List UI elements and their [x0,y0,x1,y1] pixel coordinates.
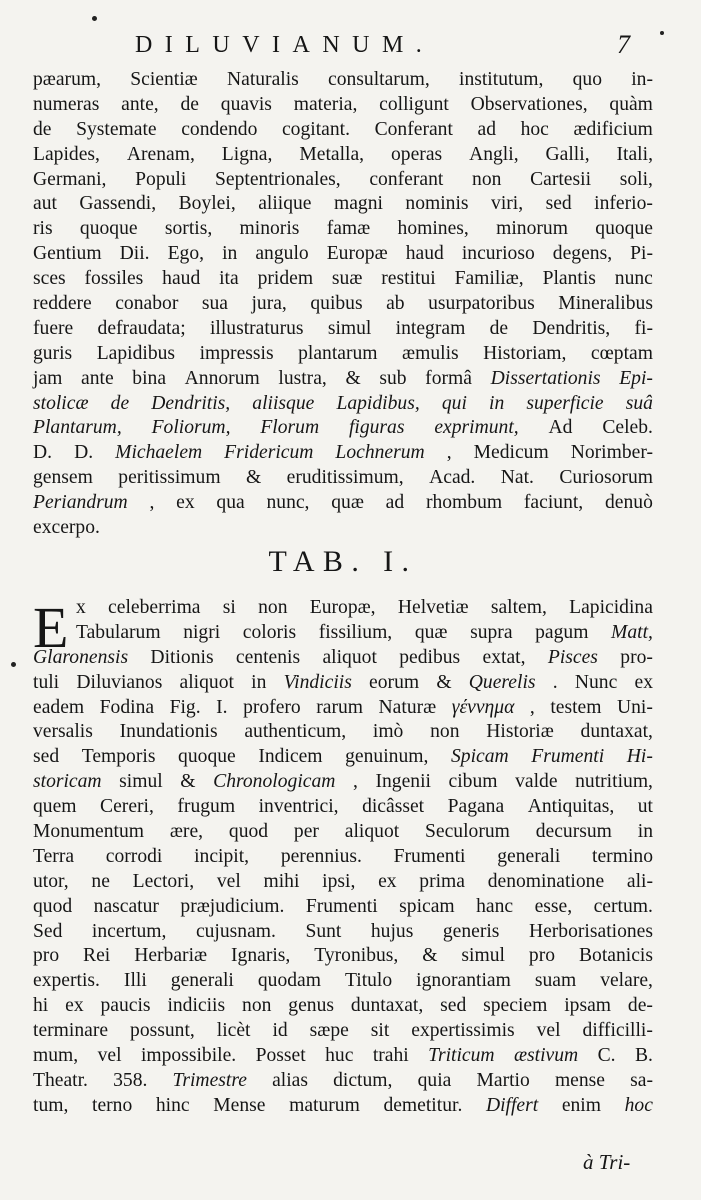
text-line: sces fossiles haud ita pridem suæ restitui Familiæ, Plantis nunc [33,268,653,290]
section-title: TAB. I. [268,544,418,578]
text-line: fuere defraudata; illustraturus simul integram de Dendritis, fi- [33,317,653,339]
text-line: hi ex paucis indiciis non genus duntaxat, sed speciem ipsam de- [33,995,653,1017]
text-line: excerpo. [33,517,100,539]
ink-speck [11,662,16,667]
text-line: tuli Diluvianos aliquot in Vindiciis eorum & Querelis . Nunc ex [33,671,653,693]
text-line: gensem peritissimum & eruditissimum, Acad. Nat. Curiosorum [33,467,653,489]
text-line: Lapides, Arenam, Ligna, Metalla, operas Angli, Galli, Itali, [33,143,653,165]
text-line: reddere conabor sua jura, quibus ab usurpatoribus Mineralibus [33,293,653,315]
paragraph-1 [33,68,653,586]
text-line: versalis Inundationis authenticum, imò non Historiæ duntaxat, [33,721,653,743]
text-line: pæarum, Scientiæ Naturalis consultarum, institutum, quo in- [33,69,653,90]
text-line: ris quoque sortis, minoris famæ homines, minorum quoque [33,218,653,240]
text-line: numeras ante, de quavis materia, colligunt Observationes, quàm [33,93,653,115]
text-line: Terra corrodi incipit, perennius. Frumenti generali termino [33,845,653,867]
text-line: storicam simul & Chronologicam , Ingenii cibum valde nutritium, [33,771,653,793]
text-line: guris Lapidibus impressis plantarum æmulis Historiam, cœptam [33,342,653,364]
text-line: Germani, Populi Septentrionales, conferant non Cartesii soli, [33,168,653,190]
text-line: stolicæ de Dendritis, aliisque Lapidibus, qui in superficie suâ [33,392,653,414]
text-line: Theatr. 358. Trimestre alias dictum, quia Martio mense sa- [33,1069,653,1091]
text-line: Monumentum ære, quod per aliquot Seculorum decursum in [33,821,653,843]
text-line: jam ante bina Annorum lustra, & sub formâ Dissertationis Epi- [33,367,653,389]
text-line: aut Gassendi, Boylei, aliique magni nominis viri, sed inferio- [33,193,653,215]
text-line: tum, terno hinc Mense maturum demetitur. Differt enim hoc [33,1094,653,1116]
text-line: Gentium Dii. Ego, in angulo Europæ haud incurioso degens, Pi- [33,243,653,265]
catchword: à Tri- [583,1150,631,1174]
text-line: utor, ne Lectori, vel mihi ipsi, ex prima denominatione ali- [33,870,653,892]
ink-speck [92,16,97,21]
ink-speck [660,31,664,35]
page-number: 7 [617,30,630,59]
drop-cap: E [33,595,69,660]
text-line: quem Cereri, frugum inventrici, dicâsset Pagana Antiquitas, ut [33,796,653,818]
text-line: D. D. Michaelem Fridericum Lochnerum , Medicum Norimber- [33,442,653,464]
text-line: x celeberrima si non Europæ, Helvetiæ saltem, Lapicidina [76,597,653,618]
text-line: sed Temporis quoque Indicem genuinum, Spicam Frumenti Hi- [33,746,653,768]
text-line: Sed incertum, cujusnam. Sunt hujus generis Herborisationes [33,920,653,942]
text-line: quod nascatur præjudicium. Frumenti spicam hanc esse, certum. [33,895,653,917]
text-line: Tabularum nigri coloris fissilium, quæ supra pagum Matt, [76,621,653,643]
text-line: de Systemate condendo cogitant. Conferant ad hoc ædificium [33,118,653,140]
text-line: Plantarum, Foliorum, Florum figuras exprimunt, Ad Celeb. [33,417,653,439]
text-line: terminare possunt, licèt id sæpe sit expertissimis vel difficilli- [33,1020,653,1042]
running-header [0,32,701,62]
text-line: eadem Fodina Fig. I. profero rarum Naturæ γέννημα , testem Uni- [33,696,653,718]
text-line: Periandrum , ex qua nunc, quæ ad rhombum faciunt, denuò [33,492,653,514]
text-line: mum, vel impossibile. Posset huc trahi Triticum æstivum C. B. [33,1045,653,1067]
paragraph-2 [33,595,653,1118]
text-line: Glaronensis Ditionis centenis aliquot pedibus extat, Pisces pro- [33,646,653,668]
text-line: pro Rei Herbariæ Ignaris, Tyronibus, & simul pro Botanicis [33,945,653,967]
text-line: expertis. Illi generali quodam Titulo ignorantiam suam velare, [33,970,653,992]
running-title: DILUVIANUM. [135,32,435,58]
